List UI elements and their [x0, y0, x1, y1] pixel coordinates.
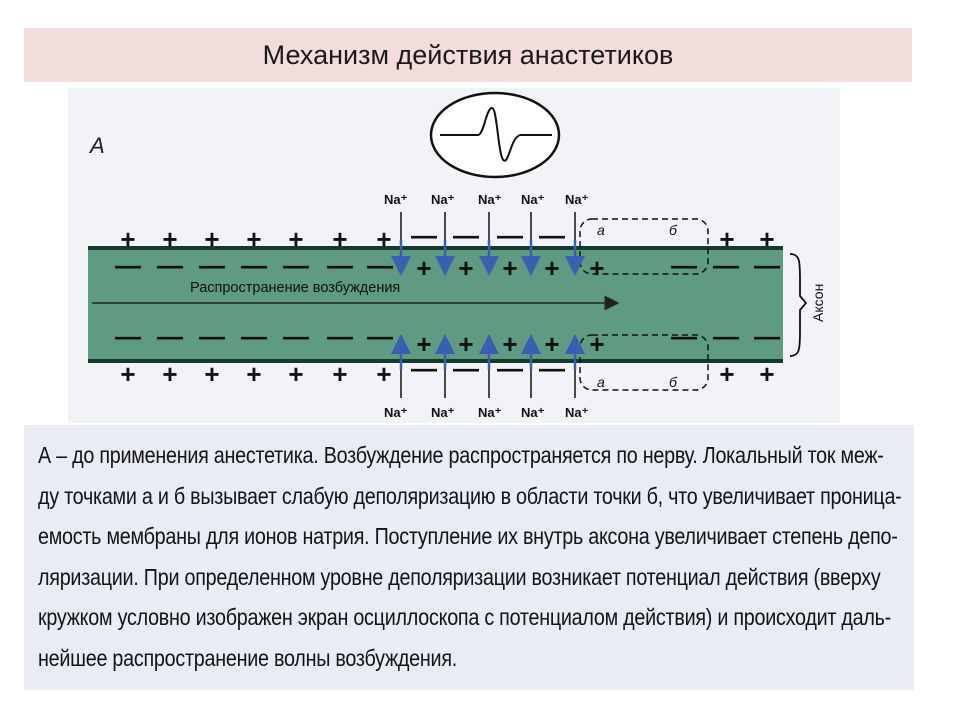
caption-line: нейшее распространение волны возбуждения.: [38, 644, 457, 671]
ion-label: Na⁺: [565, 192, 589, 207]
ion-label: Na⁺: [384, 405, 408, 420]
caption-text: [38, 435, 903, 678]
svg-text:—: —: [453, 353, 479, 383]
svg-text:+: +: [288, 224, 304, 254]
svg-text:—: —: [327, 250, 353, 280]
svg-text:+: +: [376, 359, 392, 389]
svg-text:—: —: [199, 321, 225, 351]
ion-label: Na⁺: [521, 405, 545, 420]
panel-label: А: [90, 133, 105, 158]
svg-text:+: +: [120, 224, 136, 254]
svg-text:+: +: [288, 359, 304, 389]
ion-label: Na⁺: [431, 405, 455, 420]
ion-label: Na⁺: [478, 405, 502, 420]
oscilloscope-icon: [431, 93, 559, 177]
svg-text:—: —: [754, 321, 780, 351]
caption-box: [24, 425, 914, 690]
svg-text:+: +: [416, 253, 432, 283]
svg-text:—: —: [754, 250, 780, 280]
point-a-bottom: а: [597, 374, 605, 390]
svg-text:—: —: [539, 353, 565, 383]
caption-line: ду точками а и б вызывает слабую деполяризацию в области точки б, что увеличивает проница-: [38, 482, 902, 509]
svg-text:—: —: [539, 220, 565, 250]
svg-text:+: +: [162, 359, 178, 389]
svg-text:—: —: [411, 353, 437, 383]
svg-text:—: —: [713, 250, 739, 280]
svg-text:—: —: [327, 321, 353, 351]
caption-line: емость мембраны для ионов натрия. Поступление их внутрь аксона увеличивает степень депо-: [38, 523, 898, 549]
svg-text:+: +: [719, 224, 735, 254]
svg-text:+: +: [246, 224, 262, 254]
svg-text:+: +: [719, 359, 735, 389]
svg-text:—: —: [671, 321, 697, 351]
svg-text:—: —: [241, 321, 267, 351]
propagation-label: Распространение возбуждения: [190, 280, 401, 296]
svg-text:+: +: [544, 329, 560, 359]
caption-line: кружком условно изображен экран осциллоскопа с потенциалом действия) и происходит даль-: [38, 604, 892, 630]
svg-text:—: —: [713, 321, 739, 351]
svg-text:+: +: [458, 253, 474, 283]
ion-label: Na⁺: [521, 192, 545, 207]
ion-label: Na⁺: [565, 405, 589, 420]
svg-text:+: +: [589, 253, 605, 283]
svg-text:+: +: [204, 359, 220, 389]
svg-text:+: +: [759, 359, 775, 389]
svg-text:+: +: [458, 329, 474, 359]
svg-text:—: —: [367, 321, 393, 351]
svg-text:—: —: [367, 250, 393, 280]
svg-text:—: —: [241, 250, 267, 280]
ion-label: Na⁺: [384, 192, 408, 207]
svg-text:+: +: [246, 359, 262, 389]
svg-text:—: —: [157, 250, 183, 280]
svg-text:—: —: [157, 321, 183, 351]
svg-text:+: +: [332, 224, 348, 254]
svg-text:—: —: [115, 250, 141, 280]
svg-text:—: —: [283, 250, 309, 280]
point-a-top: а: [597, 222, 605, 238]
svg-text:+: +: [120, 359, 136, 389]
ion-label: Na⁺: [431, 192, 455, 207]
ion-label: Na⁺: [478, 192, 502, 207]
svg-text:+: +: [589, 329, 605, 359]
svg-text:+: +: [332, 359, 348, 389]
svg-text:+: +: [162, 224, 178, 254]
svg-text:—: —: [283, 321, 309, 351]
svg-text:—: —: [199, 250, 225, 280]
svg-text:—: —: [453, 220, 479, 250]
point-b-bottom: б: [669, 374, 677, 390]
svg-text:+: +: [416, 329, 432, 359]
svg-text:+: +: [759, 224, 775, 254]
axon-label: Аксон: [810, 283, 826, 322]
svg-text:—: —: [411, 220, 437, 250]
svg-text:—: —: [497, 353, 523, 383]
svg-text:+: +: [502, 253, 518, 283]
svg-text:+: +: [204, 224, 220, 254]
svg-text:—: —: [497, 220, 523, 250]
axon-bracket: [790, 254, 806, 356]
svg-text:—: —: [671, 250, 697, 280]
svg-text:—: —: [115, 321, 141, 351]
point-b-top: б: [669, 222, 677, 238]
page-title: Механизм действия анастетиков: [262, 39, 674, 70]
svg-text:+: +: [376, 224, 392, 254]
caption-line: ляризации. При определенном уровне деполяризации возникает потенциал действия (вверху: [38, 563, 881, 590]
svg-text:+: +: [544, 253, 560, 283]
svg-text:+: +: [502, 329, 518, 359]
caption-line: А – до применения анестетика. Возбуждение распространяется по нерву. Локальный ток меж-: [38, 442, 884, 468]
